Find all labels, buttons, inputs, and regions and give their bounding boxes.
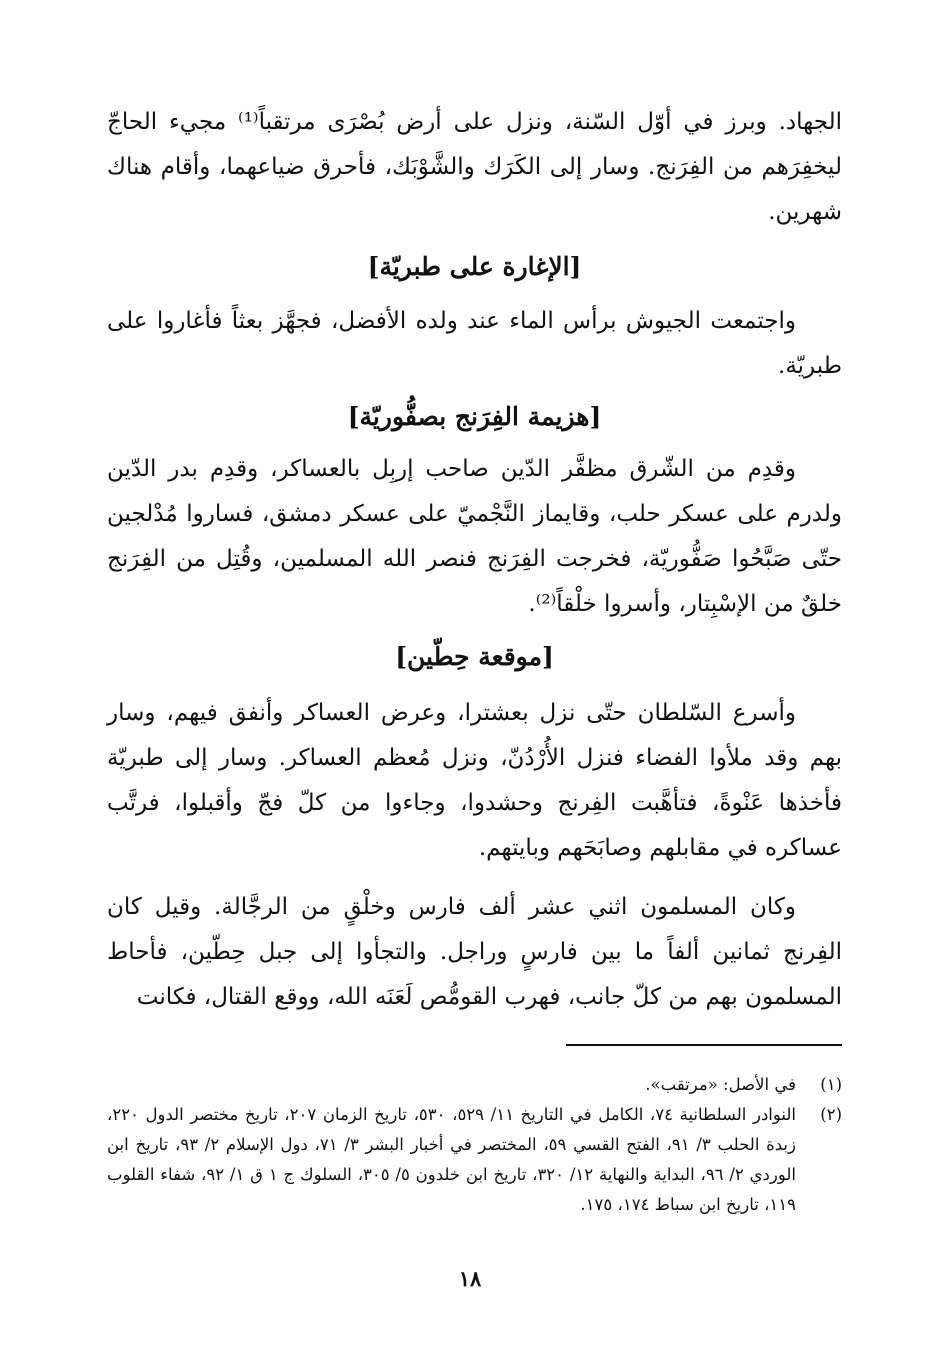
main-text (107, 100, 842, 1020)
section-heading-hattin: [موقعة حِطّين] (395, 642, 554, 671)
paragraph-battle-forces: وكان المسلمون اثني عشر ألف فارس وخلْقٍ من الرجَّالة. وقيل كان الفِرنج ثمانين ألفاً ما بين فارسٍ وراجل. والتجأوا إلى جبل حِطّين، فأحاط المسلمون بهم من كلّ جانب، فهرب القومُّص لَعَنَه الله، ووقع القتال، فكانت (107, 894, 842, 1010)
paragraph-sultan-advance: وأسرع السّلطان حتّى نزل بعشترا، وعرض العساكر وأنفق فيهم، وسار بهم وقد ملأوا الفضاء فنزل الأُرْدُنّ، ونزل مُعظم العساكر. وسار إلى طبريّة فأخذها عَنْوةً، فتأهَّبت الفِرنج وحشدوا، وجاءوا من كلّ فجّ وأقبلوا، فرتَّب عساكره في مقابلهم وصابَحَهم وبايتهم. (107, 700, 842, 861)
footnotes (107, 1070, 842, 1220)
section-heading-saffuriya-defeat: [هزيمة الفِرَنج بصفُّوريّة] (347, 402, 602, 431)
footnote-number: (١) (820, 1075, 842, 1094)
paragraph-saffuriya: وقدِم من الشّرق مظفَّر الدّين صاحب إربِل بالعساكر، وقدِم بدر الدّين ولدرم على عسكر حلب، وقايماز النَّجْميّ على عسكر دمشق، فساروا مُدْلجين حتّى صَبَّحُوا صَفُّوريّة، فخرجت الفِرَنج فنصر الله المسلمين، وقُتِل من الفِرَنج خلقٌ من الإسْبِتار، وأسروا خلْقاً⁽²⁾. (107, 456, 842, 617)
footnote-text: في الأصل: «مرتقب». (645, 1075, 796, 1094)
footnote-number: (٢) (820, 1105, 842, 1124)
paragraph-armies-gather: واجتمعت الجيوش برأس الماء عند ولده الأفضل، فجهَّز بعثاً فأغاروا على طبريّة. (107, 308, 842, 379)
paragraph-continuation: الجهاد. وبرز في أوّل السّنة، ونزل على أرض بُصْرَى مرتقباً⁽¹⁾ مجيء الحاجّ ليخفِرَهم من الفِرَنج. وسار إلى الكَرَك والشَّوْبَك، فأحرق ضياعهما، وأقام هناك شهرين. (107, 109, 843, 225)
page-number: ١٨ (458, 1266, 482, 1291)
footnote (107, 1100, 842, 1220)
footnote (107, 1070, 842, 1100)
footnote-separator (566, 1044, 842, 1046)
footnote-text: النوادر السلطانية ٧٤، الكامل في التاريخ ١١/ ٥٢٩، ٥٣٠، تاريخ الزمان ٢٠٧، تاريخ مختصر الدول ٢٢٠، زبدة الحلب ٣/ ٩١، الفتح القسي ٥٩، المختصر في أخبار البشر ٣/ ٧١، دول الإسلام ٢/ ٩٣، تاريخ ابن الوردي ٢/ ٩٦، البداية والنهاية ١٢/ ٣٢٠، تاريخ ابن خلدون ٥/ ٣٠٥، السلوك ج ١ ق ١/ ٩٢، شفاء القلوب ١١٩، تاريخ ابن سباط ١٧٤، ١٧٥. (107, 1105, 797, 1214)
section-heading-tiberias-raid: [الإغارة على طبريّة] (367, 252, 582, 281)
